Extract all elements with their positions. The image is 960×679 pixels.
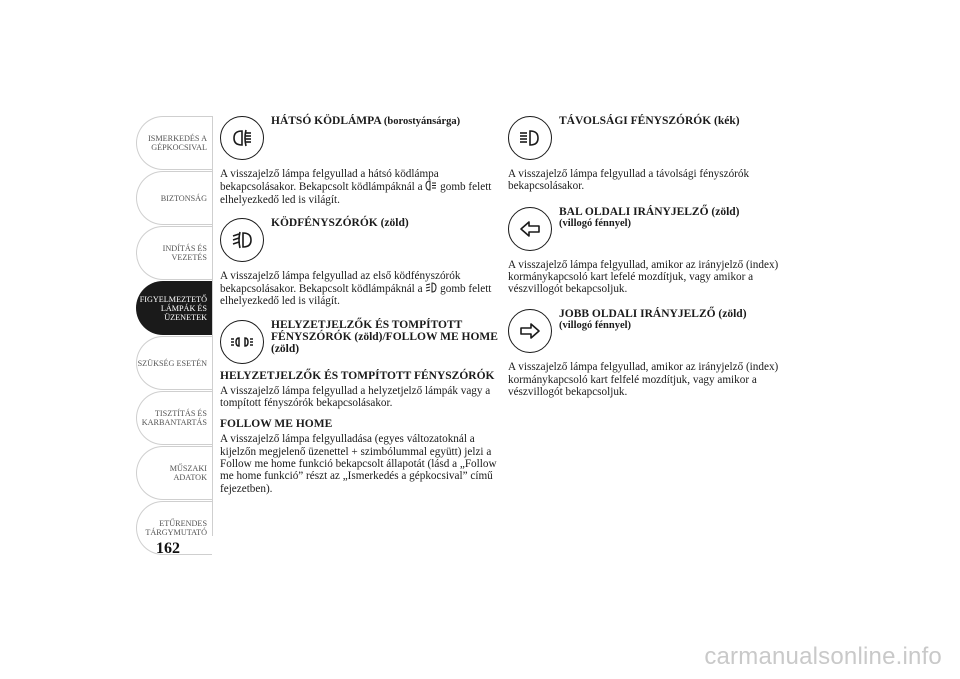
chapter-tab-label: ETŰRENDES TÁRGYMUTATÓ — [145, 519, 207, 537]
rear-fog-text: A visszajelző lámpa felgyullad a hátsó ködlámpa bekapcsolásakor. Bekapcsolt ködlámpáknál a gomb felett elhelyezkedő led is világít. — [220, 168, 492, 206]
right-turn-title: JOBB OLDALI IRÁNYJELZŐ (zöld) (villogó fénnyel) — [559, 308, 747, 332]
left-turn-title: BAL OLDALI IRÁNYJELZŐ (zöld) (villogó fénnyel) — [559, 205, 740, 229]
chapter-tab-label: FIGYELMEZTETŐ LÁMPÁK ÉS ÜZENETEK — [139, 294, 207, 322]
right-column — [508, 112, 798, 398]
position-lights-entry — [220, 316, 500, 368]
chapter-tab[interactable] — [136, 391, 212, 445]
chapter-tab[interactable] — [136, 116, 212, 170]
chapter-tab-label: INDÍTÁS ÉS VEZETÉS — [162, 244, 207, 262]
high-beam-icon — [508, 116, 552, 160]
chapter-tab[interactable] — [136, 171, 212, 225]
position-lights-icon — [220, 320, 264, 364]
chapter-tabs — [136, 116, 212, 556]
left-turn-text: A visszajelző lámpa felgyullad, amikor az irányjelző (index) kormánykapcsoló kart lefelé mozdítjuk, vagy amikor a vészvillogót bekapcsoljuk. — [508, 258, 779, 296]
chapter-tab[interactable] — [136, 281, 212, 335]
page-number: 162 — [156, 540, 180, 557]
chapter-tab-label: SZÜKSÉG ESETÉN — [137, 358, 207, 368]
arrow-right-icon — [508, 309, 552, 353]
right-turn-text: A visszajelző lámpa felgyullad, amikor az irányjelző (index) kormánykapcsoló kart felfelé mozdítjuk, vagy amikor a vészvillogót bekapcsoljuk. — [508, 361, 779, 399]
position-lights-text: A visszajelző lámpa felgyullad a helyzetjelző lámpák vagy a tompított fényszórók bekapcsolásakor. — [220, 384, 491, 410]
chapter-tab-label: BIZTONSÁG — [160, 193, 207, 203]
chapter-tab-label: MŰSZAKI ADATOK — [169, 464, 207, 482]
chapter-tab[interactable] — [136, 226, 212, 280]
chapter-tab[interactable] — [136, 336, 212, 390]
rear-fog-lamp-inline-icon — [425, 180, 437, 191]
chapter-tab[interactable] — [136, 446, 212, 500]
rear-fog-entry — [220, 112, 500, 164]
watermark: carmanualsonline.info — [704, 643, 942, 670]
chapter-tab-label: TISZTÍTÁS ÉS KARBANTARTÁS — [141, 409, 207, 427]
front-fog-lamp-inline-icon — [425, 282, 437, 293]
left-column — [220, 112, 500, 495]
tab-divider — [212, 116, 213, 536]
front-fog-entry — [220, 214, 500, 266]
arrow-left-icon — [508, 207, 552, 251]
position-lights-title: HELYZETJELZŐK ÉS TOMPÍTOTT FÉNYSZÓRÓK (zöld)/FOLLOW ME HOME (zöld) — [271, 318, 498, 355]
front-fog-text: A visszajelző lámpa felgyullad az első ködfényszórók bekapcsolásakor. Bekapcsolt ködlámpáknál a gomb felett elhelyezkedő led is világít. — [220, 269, 492, 308]
position-lights-heading: HELYZETJELZŐK ÉS TOMPÍTOTT FÉNYSZÓRÓK — [220, 369, 495, 382]
high-beam-entry — [508, 112, 798, 164]
high-beam-text: A visszajelző lámpa felgyullad a távolsági fényszórók bekapcsolásakor. — [508, 168, 750, 193]
follow-me-home-heading: FOLLOW ME HOME — [220, 418, 333, 431]
chapter-tab-label: ISMERKEDÉS A GÉPKOCSIVAL — [148, 134, 207, 152]
left-turn-entry — [508, 203, 798, 255]
rear-fog-lamp-icon — [220, 116, 264, 160]
rear-fog-title: HÁTSÓ KÖDLÁMPA (borostyánsárga) — [271, 115, 461, 127]
front-fog-title: KÖDFÉNYSZÓRÓK (zöld) — [271, 216, 409, 229]
front-fog-lamp-icon — [220, 218, 264, 262]
follow-me-home-text: A visszajelző lámpa felgyulladása (egyes változatoknál a kijelzőn megjelenő üzenettel + szimbólummal együtt) jelzi a Follow me home funkció bekapcsolt állapotát (lásd a „Follow me home funkció” részt az „Ismerkedés a gépkocsival” című fejezetben). — [220, 433, 497, 495]
right-turn-entry — [508, 305, 798, 357]
high-beam-title: TÁVOLSÁGI FÉNYSZÓRÓK (kék) — [559, 115, 740, 127]
